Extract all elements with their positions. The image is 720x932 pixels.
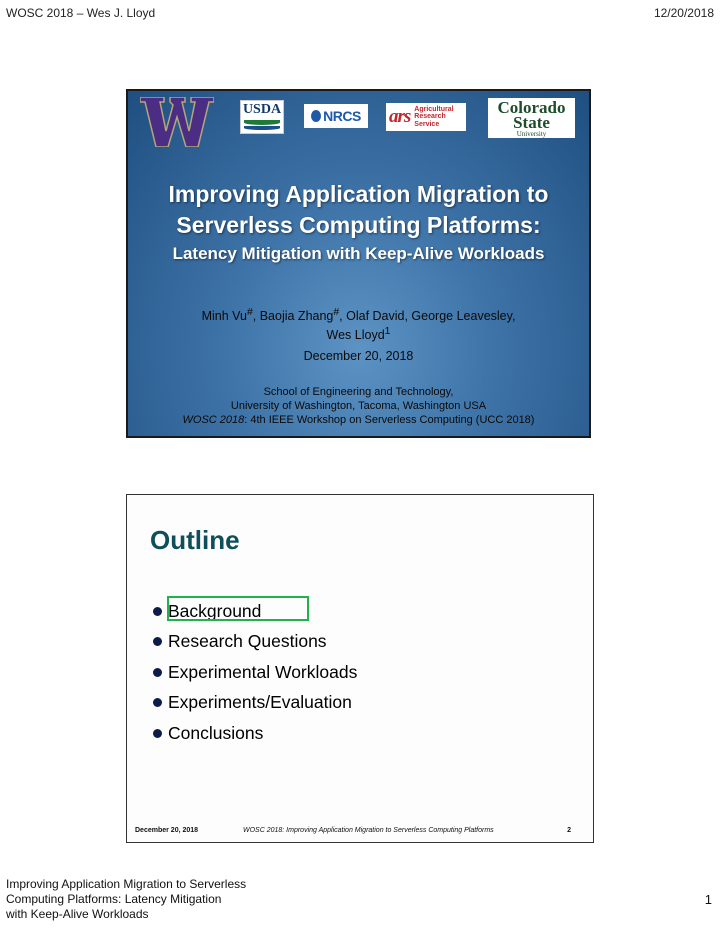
slide-title: Improving Application Migration to Serverless Computing Platforms: <box>168 181 549 238</box>
bullet-icon <box>153 729 162 738</box>
authors: Minh Vu#, Baojia Zhang#, Olaf David, George Leavesley, Wes Lloyd$^1$ <box>201 307 516 343</box>
bullet-icon <box>153 698 162 707</box>
page-header-left: WOSC 2018 – Wes J. Lloyd <box>6 6 156 20</box>
water-drop-icon <box>311 110 321 122</box>
highlight-box <box>167 596 309 621</box>
page-header-date: 12/20/2018 <box>653 6 714 20</box>
bullet-icon <box>153 668 162 677</box>
outline-title: Outline <box>150 525 240 555</box>
list-item: Research Questions <box>153 627 357 658</box>
slide-2 <box>126 494 594 843</box>
affiliation: School of Engineering and Technology, University of Washington, Tacoma, Washington USA <box>230 386 487 412</box>
ars-logo: ars Agricultural Research Service <box>386 103 466 131</box>
slide-subtitle: Latency Mitigation with Keep-Alive Workloads <box>172 244 545 263</box>
uw-w-logo <box>140 97 214 147</box>
slide-1 <box>126 89 591 438</box>
colorado-state-logo: Colorado State University <box>488 98 575 138</box>
slide-number: 2 <box>567 827 571 834</box>
list-item: Conclusions <box>153 718 357 749</box>
slide-footer-title: WOSC 2018: Improving Application Migration to Serverless Computing Platforms <box>243 827 494 834</box>
slide-footer-date: December 20, 2018 <box>135 827 199 834</box>
list-item: Experimental Workloads <box>153 657 357 688</box>
page-footer-title: Improving Application Migration to Serverless Computing Platforms: Latency Mitigation with Keep-Alive Workloads <box>6 877 247 921</box>
list-item: Experiments/Evaluation <box>153 688 357 719</box>
usda-logo: USDA <box>240 100 284 134</box>
workshop-line: WOSC 2018: 4th IEEE Workshop on Serverless Computing (UCC 2018) <box>182 414 535 426</box>
list-item: Background <box>153 596 357 627</box>
presentation-date: December 20, 2018 <box>303 349 414 363</box>
nrcs-logo: NRCS <box>304 104 368 128</box>
bullet-icon <box>153 637 162 646</box>
page-number: 1 <box>704 892 712 907</box>
bullet-icon <box>153 607 162 616</box>
